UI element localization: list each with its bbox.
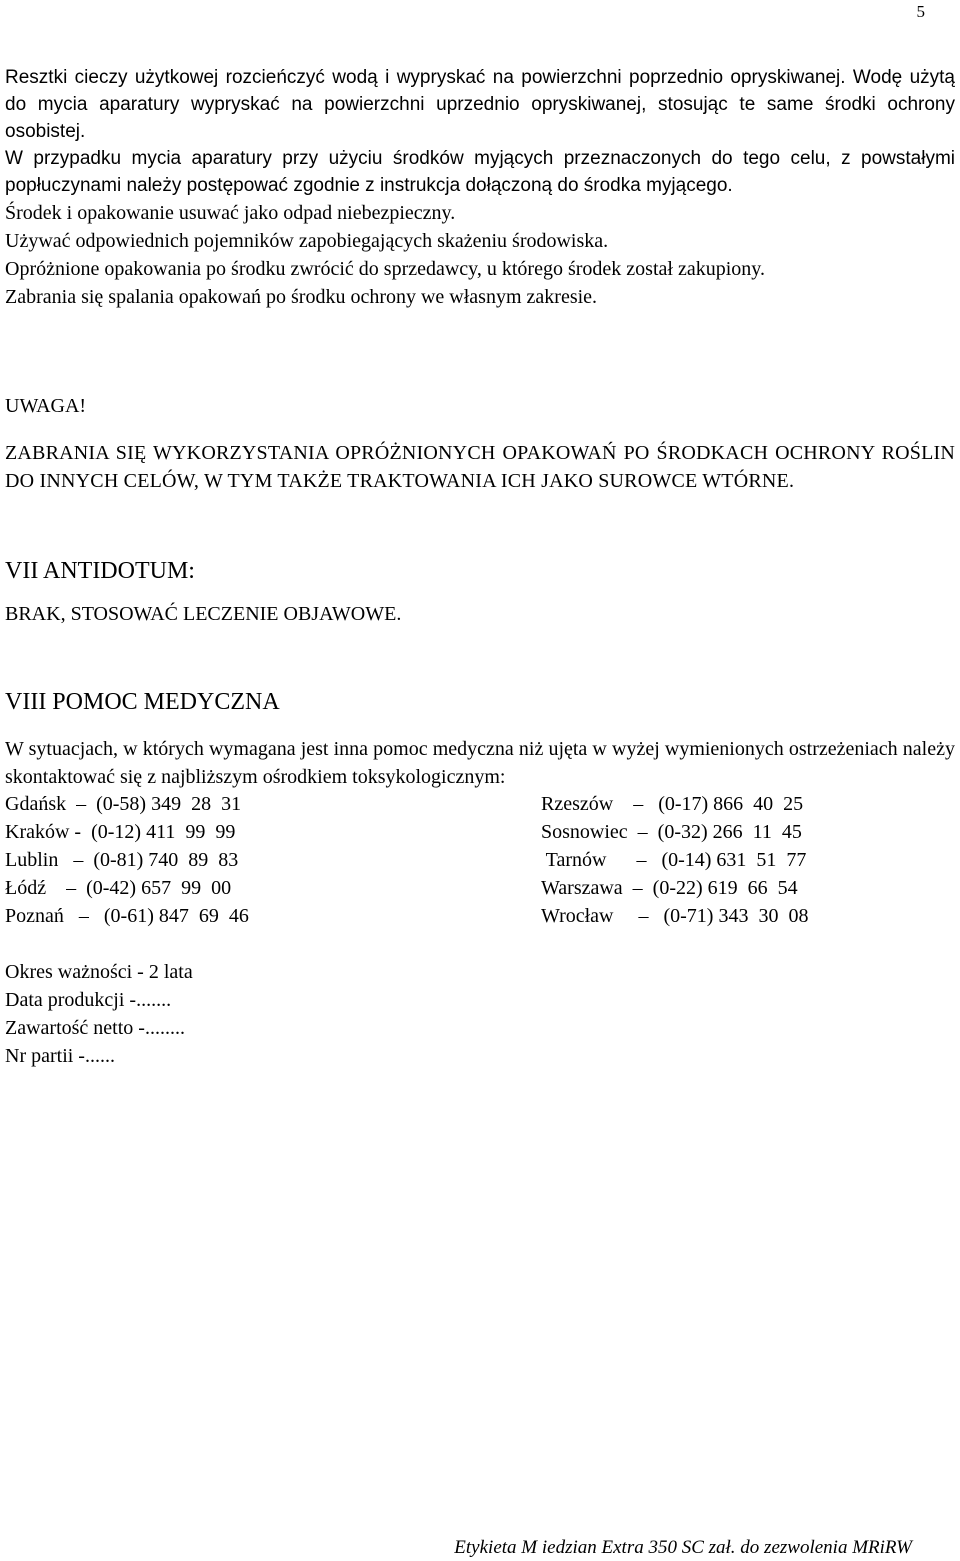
batch-number: Nr partii -...... [5, 1045, 115, 1067]
antidotum-section [5, 556, 955, 628]
contact-left: Gdańsk – (0-58) 349 28 31 [5, 793, 242, 815]
contact-row [5, 874, 945, 902]
warning-section [5, 392, 955, 495]
page-number: 5 [916, 2, 925, 21]
contact-row [5, 902, 945, 930]
toxicology-contacts [5, 790, 945, 930]
contact-left: Łódź – (0-42) 657 99 00 [5, 877, 232, 899]
contact-left: Lublin – (0-81) 740 89 83 [5, 849, 239, 871]
contact-row [5, 790, 945, 818]
shelf-life: Okres ważności - 2 lata [5, 961, 193, 983]
contact-row [5, 846, 945, 874]
disposal-line-2: Używać odpowiednich pojemników zapobiegających skażeniu środowiska. [5, 230, 609, 252]
disposal-line-4: Zabrania się spalania opakowań po środku ochrony we własnym zakresie. [5, 286, 598, 308]
disposal-line-1: Środek i opakowanie usuwać jako odpad niebezpieczny. [5, 202, 456, 224]
contact-right: Rzeszów – (0-17) 866 40 25 [541, 793, 804, 815]
antidotum-text: BRAK, STOSOWAĆ LECZENIE OBJAWOWE. [5, 603, 402, 625]
contact-row [5, 818, 945, 846]
net-content: Zawartość netto -........ [5, 1017, 185, 1039]
medical-help-intro: W sytuacjach, w których wymagana jest inna pomoc medyczna niż ujęta w wyżej wymienionych ostrzeżeniach należy skontaktować się z najbliższym ośrodkiem toksykologicznym: [5, 738, 955, 788]
contact-right: Warszawa – (0-22) 619 66 54 [541, 877, 798, 899]
contact-right: Wrocław – (0-71) 343 30 08 [541, 905, 809, 927]
disposal-line-3: Opróżnione opakowania po środku zwrócić do sprzedawcy, u którego środek został zakupiony. [5, 258, 765, 280]
product-info [5, 958, 955, 1070]
disposal-paragraph-1: Resztki cieczy użytkowej rozcieńczyć wodą i wypryskać na powierzchni poprzednio opryskiwanej. Wodę użytą do mycia aparatury wypryskać na powierzchni uprzednio opryskiwanej, stosując te same środki ochrony osobistej. [5, 67, 955, 142]
contact-right: Tarnów – (0-14) 631 51 77 [541, 849, 807, 871]
footer-label: Etykieta M iedzian Extra 350 SC zał. do zezwolenia MRiRW [454, 1537, 912, 1558]
contact-left: Poznań – (0-61) 847 69 46 [5, 905, 249, 927]
disposal-paragraph-2: W przypadku mycia aparatury przy użyciu środków myjących przeznaczonych do tego celu, z powstałymi popłuczynami należy postępować zgodnie z instrukcja dołączoną do środka myjącego. [5, 148, 955, 196]
contact-left: Kraków - (0-12) 411 99 99 [5, 821, 236, 843]
production-date: Data produkcji -....... [5, 989, 172, 1011]
antidotum-heading: VII ANTIDOTUM: [5, 558, 195, 584]
medical-help-section [5, 687, 955, 791]
warning-title: UWAGA! [5, 395, 87, 417]
medical-help-heading: VIII POMOC MEDYCZNA [5, 689, 280, 715]
warning-text: ZABRANIA SIĘ WYKORZYSTANIA OPRÓŻNIONYCH OPAKOWAŃ PO ŚRODKACH OCHRONY ROŚLIN DO INNYCH CELÓW, W TYM TAKŻE TRAKTOWANIA ICH JAKO SUROWCE WTÓRNE. [5, 442, 955, 492]
contact-right: Sosnowiec – (0-32) 266 11 45 [541, 821, 802, 843]
disposal-section [5, 64, 955, 311]
